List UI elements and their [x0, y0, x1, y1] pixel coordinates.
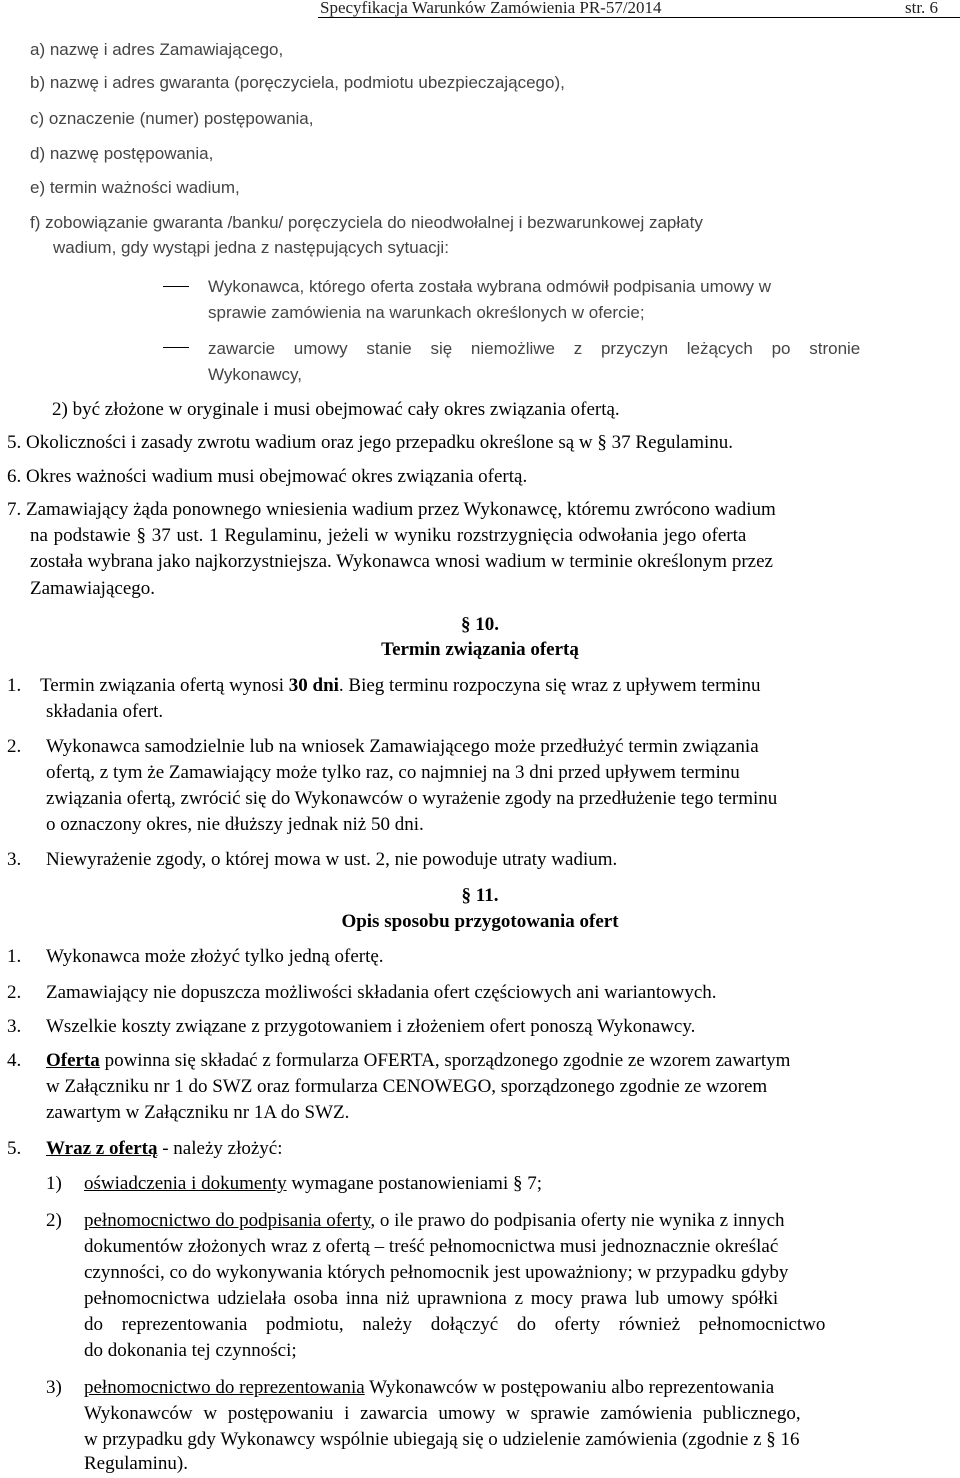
sub-3-num: 3) — [46, 1377, 62, 1398]
s11-item-2: Zamawiający nie dopuszcza możliwości składania ofert częściowych ani wariantowych. — [46, 982, 717, 1003]
sub-3-line1 — [84, 1376, 774, 1400]
dash-bullet — [163, 286, 189, 287]
dash-item-2-line2: Wykonawcy, — [208, 365, 302, 384]
sub-2-line3: czynności, co do wykonywania których pełnomocnik jest upoważniony; w przypadku gdyby — [84, 1262, 789, 1283]
s11-item-5-num: 5. — [7, 1138, 22, 1159]
sub-3-underlined: pełnomocnictwo do reprezentowania — [84, 1377, 365, 1398]
s10-item-1-line2: składania ofert. — [46, 701, 164, 722]
s11-item-4-underlined: Oferta — [46, 1050, 100, 1071]
section-10-number: § 10. — [461, 614, 499, 635]
s10-item-3: Niewyrażenie zgody, o której mowa w ust. 2, nie powoduje utraty wadium. — [46, 849, 618, 870]
sub-3-rest: Wykonawców w postępowaniu albo reprezentowania — [364, 1377, 775, 1398]
s11-item-4-rest: powinna się składać z formularza OFERTA, sporządzonego zgodnie ze wzorem zawartym — [99, 1050, 791, 1071]
dash-item-1 — [208, 275, 953, 299]
list-item-c: c) oznaczenie (numer) postępowania, — [30, 109, 314, 128]
s11-item-2-num: 2. — [7, 982, 22, 1003]
item-5: 5. Okoliczności i zasady zwrotu wadium oraz jego przepadku określone są w § 37 Regulaminu. — [7, 432, 734, 453]
item-7-line4: Zamawiającego. — [30, 578, 156, 599]
sub-2-line6: do dokonania tej czynności; — [84, 1340, 297, 1361]
list-item-e: e) termin ważności wadium, — [30, 178, 240, 197]
sub-2-num: 2) — [46, 1210, 62, 1231]
s11-item-1-num: 1. — [7, 946, 22, 967]
sub-2-line2: dokumentów złożonych wraz z ofertą – treść pełnomocnictwa musi jednoznacznie określać — [84, 1236, 779, 1257]
item-7-line1: 7. Zamawiający żąda ponownego wniesienia wadium przez Wykonawcę, któremu zwrócono wadium — [7, 499, 776, 520]
s11-item-5-underlined: Wraz z ofertą — [46, 1138, 158, 1159]
sub-1-num: 1) — [46, 1173, 62, 1194]
s10-item-1 — [7, 674, 760, 698]
s11-item-3: Wszelkie koszty związane z przygotowaniem i złożeniem ofert ponoszą Wykonawcy. — [46, 1016, 696, 1037]
s10-item-2-line3: związania ofertą, zwrócić się do Wykonawców o wyrażenie zgody na przedłużenie tego terminu — [46, 788, 778, 809]
s10-item-1-pre: Termin związania ofertą wynosi — [40, 675, 289, 696]
s10-item-2-line1: Wykonawca samodzielnie lub na wniosek Zamawiającego może przedłużyć termin związania — [46, 736, 759, 757]
header-title: Specyfikacja Warunków Zamówienia PR-57/2014 — [320, 0, 662, 17]
header-rule — [318, 17, 960, 18]
page-header — [0, 0, 960, 24]
sub-3-line2: Wykonawców w postępowaniu i zawarcia umowy w sprawie zamówienia publicznego, — [84, 1403, 801, 1424]
section-10-title: Termin związania ofertą — [381, 639, 579, 660]
s10-item-1-num: 1. — [7, 675, 22, 696]
section-11-title: Opis sposobu przygotowania ofert — [341, 911, 619, 932]
item-6: 6. Okres ważności wadium musi obejmować okres związania ofertą. — [7, 466, 528, 487]
dash-item-1-line1: Wykonawca, którego oferta została wybrana odmówił podpisania umowy w — [208, 277, 772, 296]
sub-1-rest: wymagane postanowieniami § 7; — [286, 1173, 542, 1194]
sub-1 — [84, 1172, 542, 1196]
list-item-f-cont: wadium, gdy wystąpi jedna z następujących sytuacji: — [53, 238, 449, 257]
sub-3-line4: Regulaminu). — [84, 1453, 188, 1474]
list-item-b: b) nazwę i adres gwaranta (poręczyciela, podmiotu ubezpieczającego), — [30, 73, 565, 92]
sub-2-underlined: pełnomocnictwo do podpisania oferty — [84, 1210, 371, 1231]
s11-item-5 — [46, 1137, 283, 1161]
sub-2-line5: do reprezentowania podmiotu, należy dołączyć do oferty również pełnomocnictwo — [84, 1314, 826, 1335]
sub-2-line1 — [84, 1209, 785, 1233]
item-7-line3: została wybrana jako najkorzystniejsza. Wykonawca wnosi wadium w terminie określonym przez — [30, 551, 773, 572]
s11-item-4-num: 4. — [7, 1050, 22, 1071]
s11-item-1: Wykonawca może złożyć tylko jedną ofertę. — [46, 946, 384, 967]
dash-item-2-line1: zawarcie umowy stanie się niemożliwe z przyczyn leżących po stronie — [208, 339, 861, 358]
s11-item-3-num: 3. — [7, 1016, 22, 1037]
sub-2-line4: pełnomocnictwa udzielała osoba inna niż uprawniona z mocy prawa lub umowy spółki — [84, 1288, 779, 1309]
s10-item-1-post: . Bieg terminu rozpoczyna się wraz z upływem terminu — [338, 675, 761, 696]
s10-item-3-num: 3. — [7, 849, 22, 870]
s11-item-4-line1 — [46, 1049, 790, 1073]
list-item-a: a) nazwę i adres Zamawiającego, — [30, 40, 284, 59]
sub-3-line3: w przypadku gdy Wykonawcy wspólnie ubiegają się o udzielenie zamówienia (zgodnie z § 16 — [84, 1429, 800, 1450]
s10-item-1-bold: 30 dni — [288, 675, 339, 696]
s11-item-4-line2: w Załączniku nr 1 do SWZ oraz formularza CENOWEGO, sporządzonego zgodnie ze wzorem — [46, 1076, 768, 1097]
item-2: 2) być złożone w oryginale i musi obejmować cały okres związania ofertą. — [52, 399, 620, 420]
s11-item-5-rest: - należy złożyć: — [157, 1138, 283, 1159]
s10-item-2-num: 2. — [7, 736, 22, 757]
s10-item-2-line2: ofertą, z tym że Zamawiający może tylko raz, co najmniej na 3 dni przed upływem terminu — [46, 762, 740, 783]
s10-item-2-line4: o oznaczony okres, nie dłuższy jednak niż 50 dni. — [46, 814, 424, 835]
dash-bullet — [163, 347, 189, 348]
header-page-number: str. 6 — [905, 0, 939, 17]
sub-2-rest: , o ile prawo do podpisania oferty nie wynika z innych — [370, 1210, 785, 1231]
section-11-number: § 11. — [461, 885, 499, 906]
dash-item-1-line2: sprawie zamówienia na warunkach określonych w ofercie; — [208, 303, 645, 322]
item-7-line2: na podstawie § 37 ust. 1 Regulaminu, jeżeli w wyniku rozstrzygnięcia odwołania jego oferta — [30, 525, 747, 546]
sub-1-underlined: oświadczenia i dokumenty — [84, 1173, 287, 1194]
list-item-d: d) nazwę postępowania, — [30, 144, 214, 163]
list-item-f: f) zobowiązanie gwaranta /banku/ poręczyciela do nieodwołalnej i bezwarunkowej zapłaty — [30, 213, 703, 232]
s11-item-4-line3: zawartym w Załączniku nr 1A do SWZ. — [46, 1102, 350, 1123]
